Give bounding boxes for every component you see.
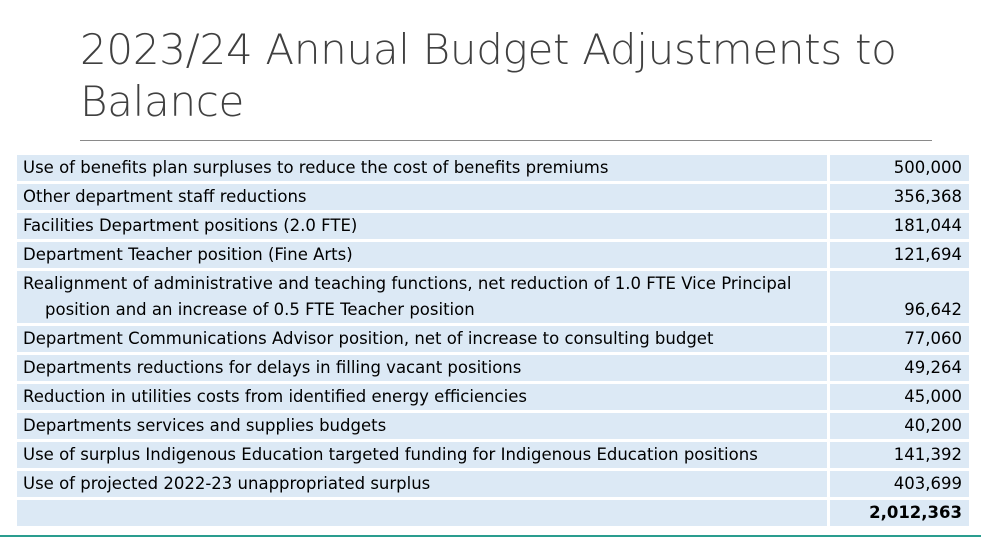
row-amount: 40,200 (830, 413, 969, 439)
row-description: Use of surplus Indigenous Education targeted funding for Indigenous Education positions (17, 442, 830, 468)
row-description: Departments services and supplies budgets (17, 413, 830, 439)
row-description: Other department staff reductions (17, 184, 830, 210)
row-description: Department Teacher position (Fine Arts) (17, 242, 830, 268)
table-row (17, 471, 969, 497)
row-description (17, 271, 830, 323)
row-amount: 49,264 (830, 355, 969, 381)
row-description: Department Communications Advisor position, net of increase to consulting budget (17, 326, 830, 352)
total-amount: 2,012,363 (830, 500, 969, 526)
total-label-cell (17, 500, 830, 526)
budget-adjustments-table (17, 152, 969, 529)
table-row (17, 155, 969, 181)
row-description-line-1: Realignment of administrative and teaching functions, net reduction of 1.0 FTE Vice Principal (23, 274, 792, 293)
row-description: Departments reductions for delays in filling vacant positions (17, 355, 830, 381)
title-divider (80, 140, 932, 141)
table-row (17, 213, 969, 239)
slide-title: 2023/24 Annual Budget Adjustments to Balance (80, 25, 897, 126)
table-row (17, 326, 969, 352)
table-row (17, 413, 969, 439)
row-amount: 356,368 (830, 184, 969, 210)
row-amount: 121,694 (830, 242, 969, 268)
row-amount: 77,060 (830, 326, 969, 352)
row-amount: 500,000 (830, 155, 969, 181)
row-amount: 181,044 (830, 213, 969, 239)
row-description: Use of projected 2022-23 unappropriated surplus (17, 471, 830, 497)
row-amount: 141,392 (830, 442, 969, 468)
table-row (17, 184, 969, 210)
table-row (17, 242, 969, 268)
total-row (17, 500, 969, 526)
table-row (17, 442, 969, 468)
row-amount: 96,642 (830, 271, 969, 323)
row-description-line-2: position and an increase of 0.5 FTE Teacher position (45, 300, 475, 319)
row-description: Reduction in utilities costs from identified energy efficiencies (17, 384, 830, 410)
row-amount: 403,699 (830, 471, 969, 497)
footer-accent-line (0, 535, 981, 537)
table-row (17, 355, 969, 381)
row-amount: 45,000 (830, 384, 969, 410)
row-description: Facilities Department positions (2.0 FTE) (17, 213, 830, 239)
table-row (17, 384, 969, 410)
table-row (17, 271, 969, 323)
row-description: Use of benefits plan surpluses to reduce the cost of benefits premiums (17, 155, 830, 181)
